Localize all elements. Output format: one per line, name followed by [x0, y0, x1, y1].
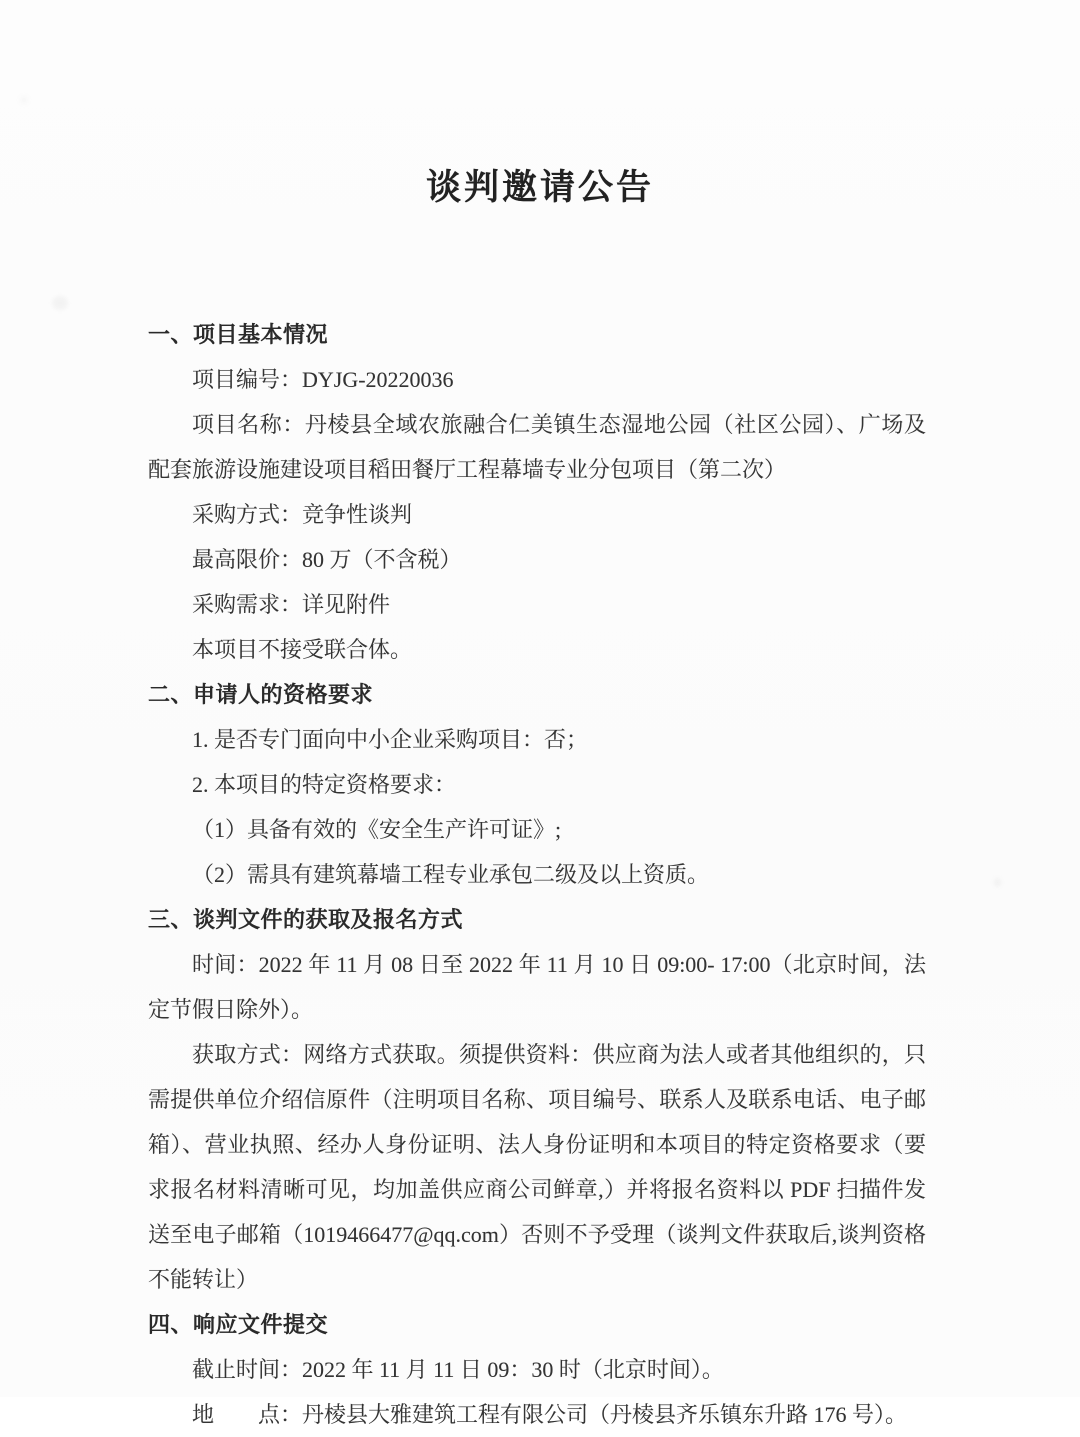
paragraph: 地 点：丹棱县大雅建筑工程有限公司（丹棱县齐乐镇东升路 176 号）。: [192, 1402, 908, 1427]
paragraph: 采购方式：竞争性谈判: [192, 502, 413, 527]
section-heading: 一、项目基本情况: [148, 322, 329, 347]
scan-artifact: [52, 296, 68, 310]
paragraph: 时间：2022 年 11 月 08 日至 2022 年 11 月 10 日 09:00- 17:00（北京时间，法定节假日除外）。: [148, 952, 926, 1022]
paragraph: （2）需具有建筑幕墙工程专业承包二级及以上资质。: [192, 862, 710, 887]
paragraph: 截止时间：2022 年 11 月 11 日 09：30 时（北京时间）。: [192, 1357, 724, 1382]
paragraph: 2. 本项目的特定资格要求：: [192, 772, 457, 797]
paragraph: （1）具备有效的《安全生产许可证》;: [192, 817, 562, 842]
paragraph: 获取方式：网络方式获取。须提供资料：供应商为法人或者其他组织的，只需提供单位介绍信原件（注明项目名称、项目编号、联系人及联系电话、电子邮箱）、营业执照、经办人身份证明、法人身份证明和本项目的特定资格要求（要求报名材料清晰可见，均加盖供应商公司鲜章,）并将报名资料以 PDF 扫描件发送至电子邮箱（1019466477@qq.com）否则不予受理（谈判文件获取后,谈判资格不能转让）: [148, 1042, 926, 1292]
paragraph: 1. 是否专门面向中小企业采购项目：否；: [192, 727, 589, 752]
section-heading: 四、响应文件提交: [148, 1312, 329, 1337]
paragraph: 项目名称：丹棱县全域农旅融合仁美镇生态湿地公园（社区公园）、广场及配套旅游设施建设项目稻田餐厅工程幕墙专业分包项目（第二次）: [148, 412, 926, 482]
paragraph: 采购需求：详见附件: [192, 592, 391, 617]
scan-artifact: [994, 878, 1001, 887]
paragraph: 最高限价：80 万（不含税）: [192, 547, 462, 572]
paragraph: 本项目不接受联合体。: [192, 637, 413, 662]
document-title: 谈判邀请公告: [425, 168, 654, 207]
section-heading: 二、申请人的资格要求: [148, 682, 374, 707]
document-body: [148, 312, 926, 1437]
section-heading: 三、谈判文件的获取及报名方式: [148, 907, 464, 932]
scan-artifact: [20, 96, 28, 104]
paragraph: 项目编号：DYJG-20220036: [192, 367, 454, 392]
